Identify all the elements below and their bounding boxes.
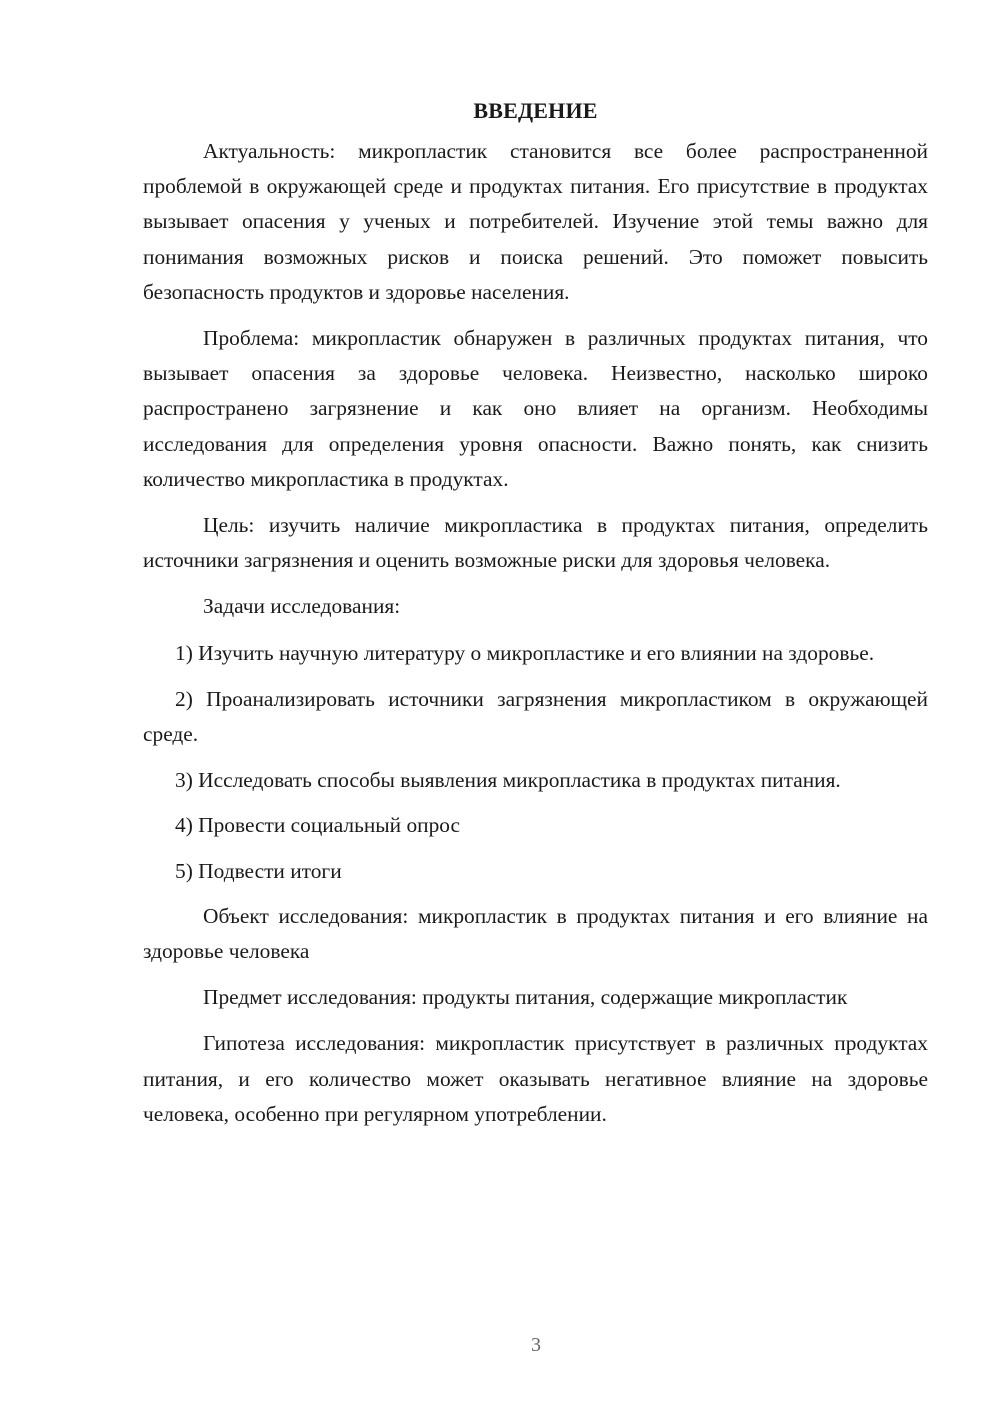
task-item-4: 4) Провести социальный опрос bbox=[175, 813, 461, 838]
paragraph-relevance: Актуальность: микропластик становится все более распространенной проблемой в окружающей среде и продуктах питания. Его присутствие в продуктах вызывает опасения у ученых и потребителей. Изучение этой темы важно для понимания возможных рисков и поиска решений. Это поможет повысить безопасность продуктов и здоровье населения. bbox=[143, 139, 928, 304]
task-item-5: 5) Подвести итоги bbox=[175, 858, 342, 883]
page-number: 3 bbox=[531, 1334, 541, 1356]
document-page bbox=[143, 93, 928, 1132]
task-item-2: 2) Проанализировать источники загрязнения микропластиком в окружающей среде. bbox=[143, 686, 928, 747]
tasks-heading: Задачи исследования: bbox=[203, 594, 401, 619]
paragraph-goal: Цель: изучить наличие микропластика в продуктах питания, определить источники загрязнения и оценить возможные риски для здоровья человека. bbox=[143, 513, 928, 573]
page-title: ВВЕДЕНИЕ bbox=[473, 98, 598, 123]
paragraph-hypothesis: Гипотеза исследования: микропластик присутствует в различных продуктах питания, и его количество может оказывать негативное влияние на здоровье человека, особенно при регулярном употреблении. bbox=[143, 1031, 928, 1126]
paragraph-problem: Проблема: микропластик обнаружен в различных продуктах питания, что вызывает опасения за здоровье человека. Неизвестно, насколько широко распространено загрязнение и как оно влияет на организм. Необходимы исследования для определения уровня опасности. Важно понять, как снизить количество микропластика в продуктах. bbox=[143, 326, 928, 491]
task-item-1: 1) Изучить научную литературу о микропластике и его влиянии на здоровье. bbox=[175, 640, 875, 665]
paragraph-object: Объект исследования: микропластик в продуктах питания и его влияние на здоровье человека bbox=[143, 903, 928, 964]
paragraph-subject: Предмет исследования: продукты питания, содержащие микропластик bbox=[203, 985, 848, 1010]
task-item-3: 3) Исследовать способы выявления микропластика в продуктах питания. bbox=[175, 768, 841, 793]
